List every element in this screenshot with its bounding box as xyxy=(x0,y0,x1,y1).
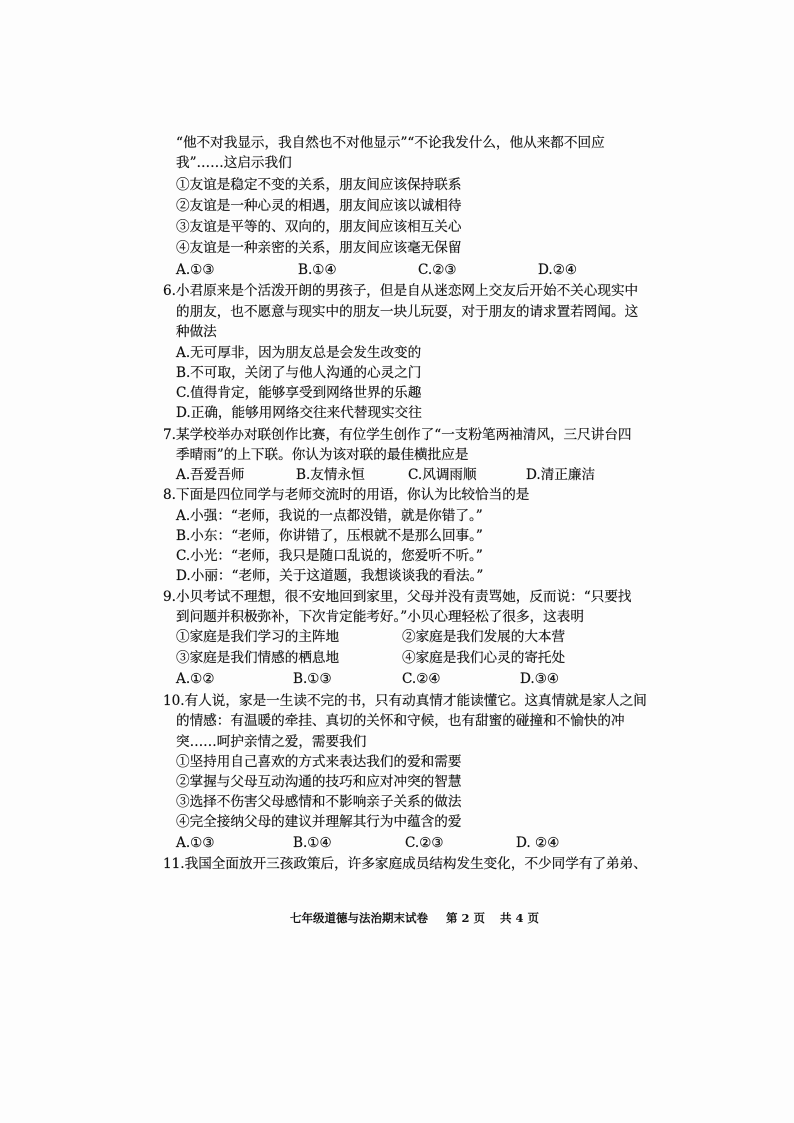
q7-option-d: D.清正廉洁 xyxy=(526,467,596,483)
q6-option-b: B.不可取，关闭了与他人沟通的心灵之门 xyxy=(176,365,422,381)
q8-stem-line: 8.下面是四位同学与老师交流时的用语，你认为比较恰当的是 xyxy=(163,487,530,503)
q10-statement: ③选择不伤害父母感情和不影响亲子关系的做法 xyxy=(176,794,462,810)
q10-stem-line: 的情感：有温暖的牵挂、真切的关怀和守候，也有甜蜜的碰撞和不愉快的冲 xyxy=(176,713,625,729)
q9-statement: ③家庭是我们情感的栖息地 xyxy=(176,650,340,666)
q9-option-d: D.③④ xyxy=(520,671,560,687)
q6-option-a: A.无可厚非，因为朋友总是会发生改变的 xyxy=(176,345,422,361)
q7-stem-line: 7.某学校举办对联创作比赛，有位学生创作了“一支粉笔两袖清风，三尺讲台四 xyxy=(163,427,632,443)
q9-stem-line: 9.小贝考试不理想，很不安地回到家里，父母并没有责骂她，反而说：“只要找 xyxy=(163,589,632,605)
q10-option-b: B.①④ xyxy=(293,835,332,851)
q6-stem-line: 的朋友，也不愿意与现实中的朋友一块儿玩耍，对于朋友的请求置若罔闻。这 xyxy=(176,304,639,320)
footer-page-number: 第 2 页 xyxy=(446,911,486,925)
q9-stem-line: 到问题并积极弥补，下次肯定能考好。”小贝心理轻松了很多，这表明 xyxy=(176,609,584,625)
q9-option-b: B.①③ xyxy=(293,671,332,687)
footer-total-pages: 共 4 页 xyxy=(500,911,540,925)
q10-statement: ②掌握与父母互动沟通的技巧和应对冲突的智慧 xyxy=(176,774,462,790)
footer-exam-title: 七年级道德与法治期末试卷 xyxy=(290,911,428,925)
q8-option-c: C.小光：“老师，我只是随口乱说的，您爱听不听。” xyxy=(176,548,483,564)
q8-option-d: D.小丽：“老师，关于这道题，我想谈谈我的看法。” xyxy=(176,568,484,584)
q10-option-a: A.①③ xyxy=(176,835,215,851)
q8-option-a: A.小强：“老师，我说的一点都没错，就是你错了。” xyxy=(176,508,483,524)
q10-statement: ④完全接纳父母的建议并理解其行为中蕴含的爱 xyxy=(176,814,462,830)
q5-option-b: B.①④ xyxy=(298,262,337,278)
q5-option-a: A.①③ xyxy=(176,262,215,278)
q9-statement: ④家庭是我们心灵的寄托处 xyxy=(402,650,566,666)
q5-statement: ①友谊是稳定不变的关系，朋友间应该保持联系 xyxy=(176,177,462,193)
q11-stem-line: 11.我国全面放开三孩政策后，许多家庭成员结构发生变化，不少同学有了弟弟、 xyxy=(163,856,647,872)
q10-option-c: C.②③ xyxy=(405,835,444,851)
q7-option-a: A.吾爱吾师 xyxy=(176,467,245,483)
q5-statement: ④友谊是一种亲密的关系，朋友间应该毫无保留 xyxy=(176,240,462,256)
q10-statement: ①坚持用自己喜欢的方式来表达我们的爱和需要 xyxy=(176,754,462,770)
q7-option-c: C.风调雨顺 xyxy=(408,467,477,483)
q9-statement: ①家庭是我们学习的主阵地 xyxy=(176,629,340,645)
q7-stem-line: 季晴雨”的上下联。你认为该对联的最佳横批应是 xyxy=(176,447,469,463)
q9-statement: ②家庭是我们发展的大本营 xyxy=(402,629,566,645)
q7-option-b: B.友情永恒 xyxy=(296,467,365,483)
q10-option-d: D. ②④ xyxy=(516,835,560,851)
q5-option-c: C.②③ xyxy=(418,262,457,278)
q8-option-b: B.小东：“老师，你讲错了，压根就不是那么回事。” xyxy=(176,528,483,544)
q10-stem-line: 突……呵护亲情之爱，需要我们 xyxy=(176,734,367,750)
q6-stem-line: 种做法 xyxy=(176,324,217,340)
q5-option-d: D.②④ xyxy=(538,262,578,278)
q9-option-a: A.①② xyxy=(176,671,215,687)
q5-statement: ③友谊是平等的、双向的，朋友间应该相互关心 xyxy=(176,219,462,235)
q9-option-c: C.②④ xyxy=(402,671,441,687)
q6-option-c: C.值得肯定，能够享受到网络世界的乐趣 xyxy=(176,385,422,401)
q5-stem-line: 我”……这启示我们 xyxy=(176,155,292,171)
q5-stem-line: “他不对我显示，我自然也不对他显示”“不论我发什么，他从来都不回应 xyxy=(176,135,605,151)
q6-option-d: D.正确，能够用网络交往来代替现实交往 xyxy=(176,405,422,421)
q10-stem-line: 10.有人说，家是一生读不完的书，只有动真情才能读懂它。这真情就是家人之间 xyxy=(163,693,647,709)
q5-statement: ②友谊是一种心灵的相遇，朋友间应该以诚相待 xyxy=(176,198,462,214)
q6-stem-line: 6.小君原来是个活泼开朗的男孩子，但是自从迷恋网上交友后开始不关心现实中 xyxy=(163,283,639,299)
